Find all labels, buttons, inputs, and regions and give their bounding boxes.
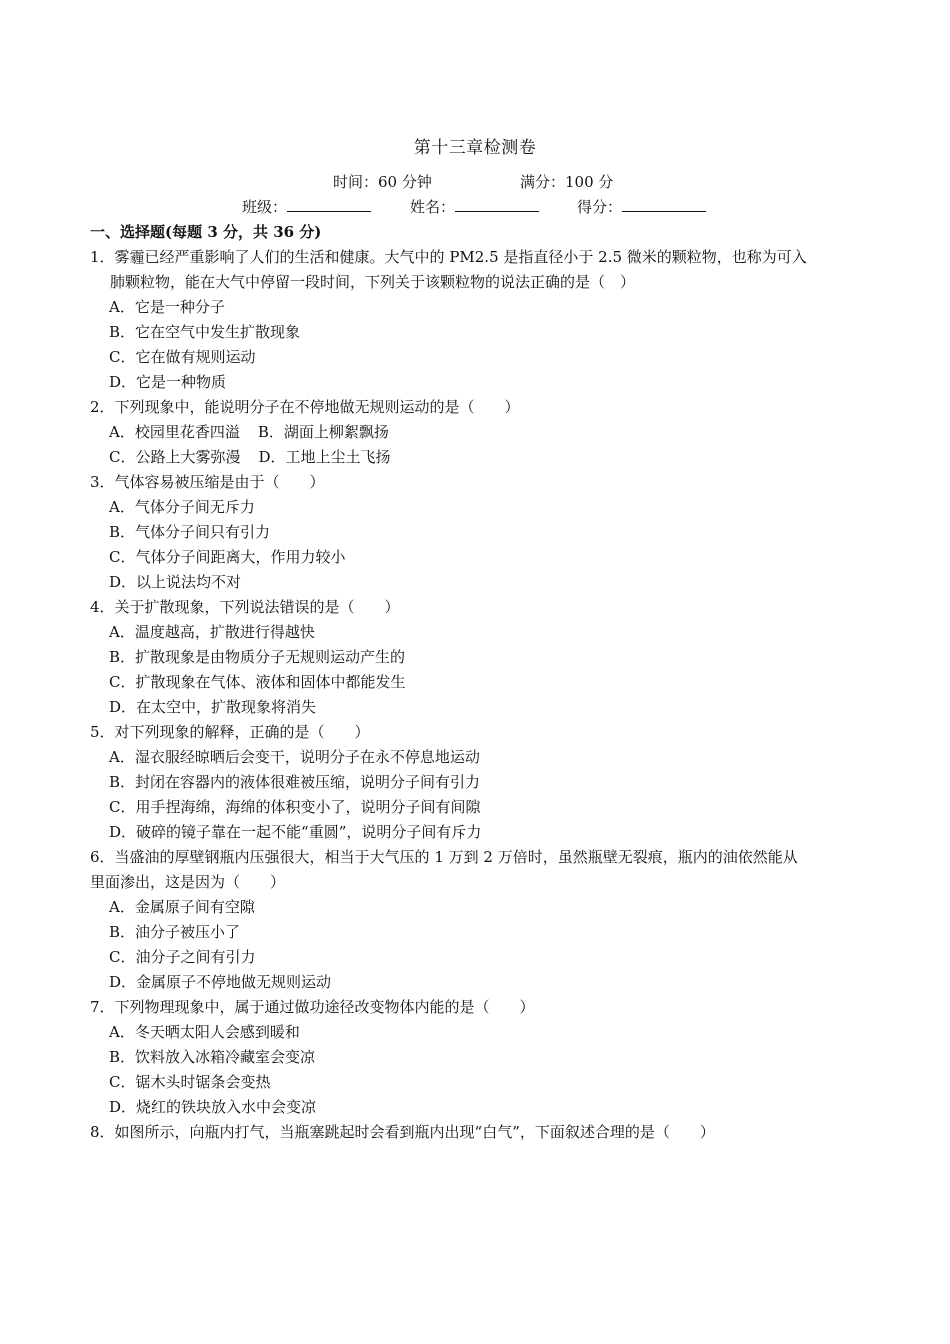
answer-option: D．金属原子不停地做无规则运动 — [109, 973, 332, 991]
answer-option: B．气体分子间只有引力 — [109, 523, 271, 541]
question-stem-line: 3．气体容易被压缩是由于（ ） — [90, 473, 325, 491]
answer-option: C．用手捏海绵，海绵的体积变小了，说明分子间有间隙 — [109, 798, 481, 816]
name-label: 姓名： — [410, 198, 456, 216]
question-1 — [0, 245, 950, 395]
answer-option: D．以上说法均不对 — [109, 573, 242, 591]
question-stem-line: 7．下列物理现象中，属于通过做功途径改变物体内能的是（ ） — [90, 998, 535, 1016]
question-stem-line: 2．下列现象中，能说明分子在不停地做无规则运动的是（ ） — [90, 398, 520, 416]
answer-option: C．锯木头时锯条会变热 — [109, 1073, 271, 1091]
page-title: 第十三章检测卷 — [413, 138, 537, 158]
answer-option: D．它是一种物质 — [109, 373, 227, 391]
score-label: 得分： — [577, 198, 623, 216]
question-stem-line: 5．对下列现象的解释，正确的是（ ） — [90, 723, 370, 741]
answer-option: A．校园里花香四溢 — [109, 423, 240, 441]
question-stem-line: 4．关于扩散现象，下列说法错误的是（ ） — [90, 598, 400, 616]
exam-full-score: 满分：100 分 — [520, 173, 614, 191]
class-field — [242, 196, 371, 217]
question-8 — [0, 1120, 950, 1145]
score-field — [577, 196, 706, 217]
question-stem-line: 1．雾霾已经严重影响了人们的生活和健康。大气中的 PM2.5 是指直径小于 2.5 微米的颗粒物，也称为可入 — [90, 248, 807, 266]
question-7 — [0, 995, 950, 1120]
answer-option: B．封闭在容器内的液体很难被压缩，说明分子间有引力 — [109, 773, 481, 791]
question-stem-line: 里面渗出，这是因为（ ） — [90, 873, 286, 891]
name-blank — [455, 196, 539, 212]
question-list — [0, 245, 950, 1145]
answer-option: A．湿衣服经晾晒后会变干，说明分子在永不停息地运动 — [109, 748, 480, 766]
answer-option: C．气体分子间距离大，作用力较小 — [109, 548, 346, 566]
answer-option: B．油分子被压小了 — [109, 923, 241, 941]
answer-option: A．冬天晒太阳人会感到暖和 — [109, 1023, 300, 1041]
answer-option: D．在太空中，扩散现象将消失 — [109, 698, 317, 716]
answer-option: D．工地上尘土飞扬 — [258, 448, 391, 466]
exam-meta-row — [0, 171, 950, 193]
answer-option: A．温度越高，扩散进行得越快 — [109, 623, 315, 641]
section-title: 一、选择题(每题 3 分，共 36 分) — [90, 223, 322, 241]
question-3 — [0, 470, 950, 595]
exam-time: 时间：60 分钟 — [333, 173, 432, 191]
answer-option: C．油分子之间有引力 — [109, 948, 256, 966]
answer-option: B．它在空气中发生扩散现象 — [109, 323, 301, 341]
class-label: 班级： — [242, 198, 288, 216]
answer-option: B．湖面上柳絮飘扬 — [257, 423, 389, 441]
score-blank — [622, 196, 706, 212]
answer-option: C．扩散现象在气体、液体和固体中都能发生 — [109, 673, 406, 691]
answer-option: D．破碎的镜子靠在一起不能“重圆”，说明分子间有斥力 — [109, 823, 482, 841]
class-blank — [287, 196, 371, 212]
answer-option: C．公路上大雾弥漫 — [109, 448, 241, 466]
answer-option: B．扩散现象是由物质分子无规则运动产生的 — [109, 648, 406, 666]
answer-option: C．它在做有规则运动 — [109, 348, 256, 366]
answer-option: A．金属原子间有空隙 — [109, 898, 255, 916]
question-6 — [0, 845, 950, 995]
student-info-row — [0, 196, 950, 218]
answer-option: A．气体分子间无斥力 — [109, 498, 255, 516]
question-5 — [0, 720, 950, 845]
question-stem-line: 8．如图所示，向瓶内打气，当瓶塞跳起时会看到瓶内出现“白气”，下面叙述合理的是（ ） — [90, 1123, 715, 1141]
question-stem-line: 肺颗粒物，能在大气中停留一段时间，下列关于该颗粒物的说法正确的是（ ） — [110, 273, 636, 291]
question-4 — [0, 595, 950, 720]
answer-option-row — [0, 445, 950, 470]
answer-option: B．饮料放入冰箱冷藏室会变凉 — [109, 1048, 316, 1066]
question-2 — [0, 395, 950, 470]
answer-option: A．它是一种分子 — [109, 298, 225, 316]
answer-option-row — [0, 420, 950, 445]
answer-option: D．烧红的铁块放入水中会变凉 — [109, 1098, 317, 1116]
name-field — [410, 196, 539, 217]
question-stem-line: 6．当盛油的厚壁钢瓶内压强很大，相当于大气压的 1 万到 2 万倍时，虽然瓶壁无裂痕，瓶内的油依然能从 — [90, 848, 798, 866]
